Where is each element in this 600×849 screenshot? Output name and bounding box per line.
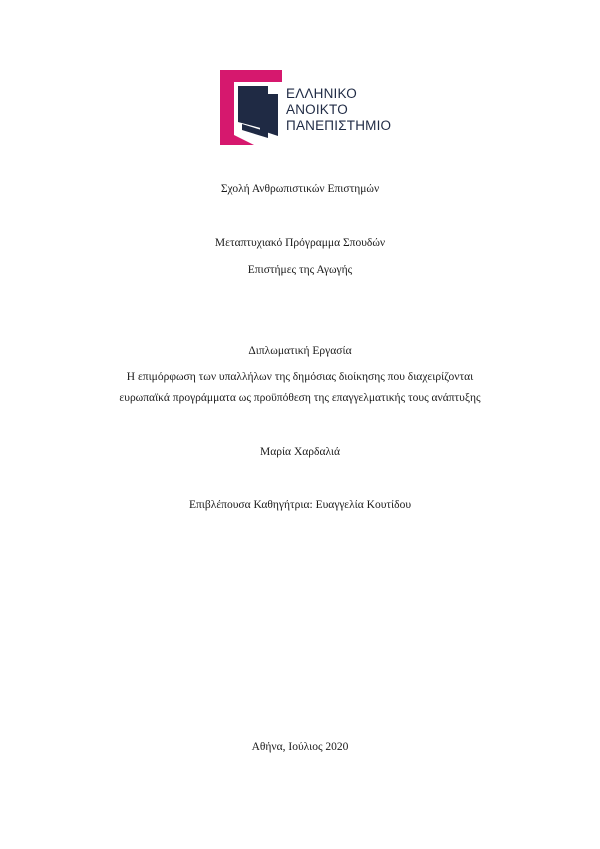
logo-wordmark: [286, 86, 391, 134]
program-name: Μεταπτυχιακό Πρόγραμμα Σπουδών: [214, 237, 386, 249]
supervisor: Επιβλέπουσα Καθηγήτρια: Ευαγγελία Κουτίδου: [188, 499, 412, 511]
school-name: Σχολή Ανθρωπιστικών Επιστημών: [220, 183, 380, 195]
logo-line-2: ΑΝΟΙΚΤΟ: [286, 102, 348, 117]
author-name: Μαρία Χαρδαλιά: [259, 446, 341, 458]
thesis-title-line-2: ευρωπαϊκά προγράμματα ως προϋπόθεση της επαγγελματικής τους ανάπτυξης: [119, 392, 481, 404]
eap-logo-mark-icon: [220, 70, 282, 145]
place-date: Αθήνα, Ιούλιος 2020: [251, 741, 349, 753]
thesis-title-line-1: Η επιμόρφωση των υπαλλήλων της δημόσιας διοίκησης που διαχειρίζονται: [126, 371, 474, 383]
logo-line-1: ΕΛΛΗΝΙΚΟ: [286, 86, 357, 101]
thesis-type: Διπλωματική Εργασία: [248, 345, 352, 357]
program-field: Επιστήμες της Αγωγής: [247, 264, 353, 276]
logo-line-3: ΠΑΝΕΠΙΣΤΗΜΙΟ: [286, 118, 392, 133]
university-logo: [220, 70, 410, 145]
